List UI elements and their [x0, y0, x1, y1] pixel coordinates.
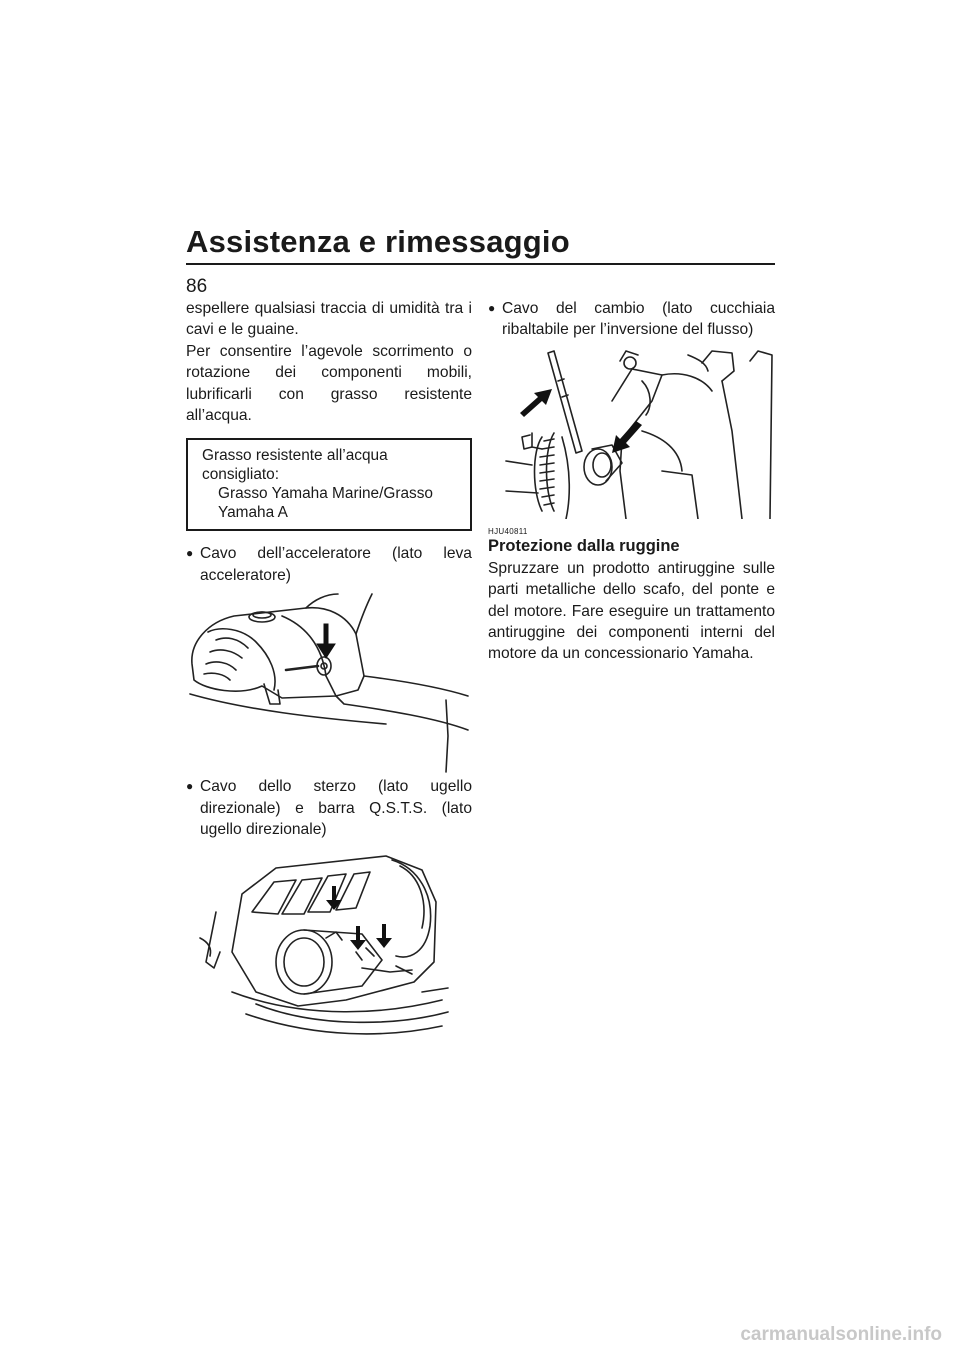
bullet-shift-cable	[488, 298, 775, 341]
arrow-icon	[376, 924, 392, 948]
grease-callout-box	[186, 438, 472, 531]
intro-paragraph-1: espellere qualsiasi traccia di umidità tra i cavi e le guaine.	[186, 300, 472, 339]
bullet-steering-cable	[186, 776, 472, 840]
callout-value: Grasso Yamaha Marine/Grasso Yamaha A	[218, 485, 433, 522]
throttle-lever-illustration	[186, 586, 472, 776]
bullet-icon: ●	[186, 779, 194, 794]
shift-cable-illustration	[502, 341, 789, 519]
page-title: Assistenza e rimessaggio	[186, 224, 570, 259]
arrow-icon	[350, 926, 366, 950]
steering-nozzle-illustration	[186, 842, 472, 1042]
arrow-icon	[612, 421, 642, 453]
section-heading-rust-protection: Protezione dalla ruggine	[488, 536, 680, 555]
bullet-throttle-cable	[186, 543, 472, 586]
page-number: 86	[186, 276, 208, 297]
title-rule	[186, 263, 775, 265]
arrow-icon	[520, 389, 552, 417]
bullet-icon: ●	[186, 546, 194, 561]
watermark: carmanualsonline.info	[740, 1324, 942, 1345]
bullet-shift-text: Cavo del cambio (lato cucchiaia ribaltabile per l’inversione del flusso)	[502, 300, 775, 339]
section-code: HJU40811	[488, 526, 528, 536]
left-column	[186, 298, 472, 1042]
bullet-icon: ●	[488, 301, 496, 315]
bullet-steering-text: Cavo dello sterzo (lato ugello direzionale) e barra Q.S.T.S. (lato ugello direzionale)	[200, 778, 472, 839]
bullet-throttle-text: Cavo dell’acceleratore (lato leva acceleratore)	[200, 545, 472, 584]
right-column	[488, 298, 775, 665]
intro-paragraph-2: Per consentire l’agevole scorrimento o rotazione dei componenti mobili, lubrificarli con grasso resistente all’acqua.	[186, 342, 472, 425]
rust-protection-paragraph: Spruzzare un prodotto antiruggine sulle parti metalliche dello scafo, del ponte e del motore. Fare eseguire un trattamento antiruggine dei componenti interni del motore da un concessionario Yamaha.	[488, 559, 775, 663]
callout-label: Grasso resistente all’acqua consigliato:	[202, 447, 388, 484]
